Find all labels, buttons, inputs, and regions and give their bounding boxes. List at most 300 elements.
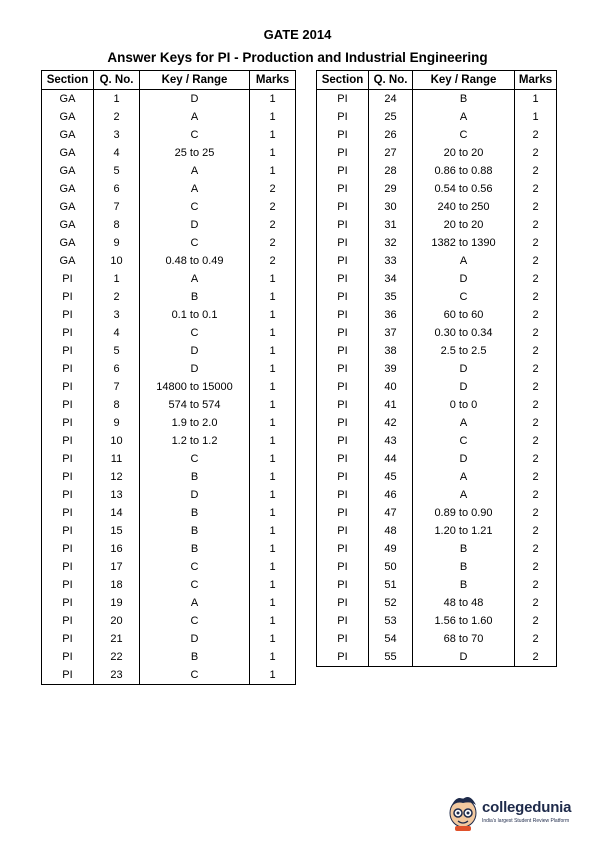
cell-section: GA <box>42 126 94 144</box>
cell-qno: 41 <box>369 396 413 414</box>
cell-qno: 9 <box>94 234 140 252</box>
table-row <box>317 414 557 432</box>
cell-marks: 1 <box>250 648 296 666</box>
cell-key: 14800 to 15000 <box>140 378 250 396</box>
table-row <box>42 432 296 450</box>
cell-marks: 1 <box>250 666 296 685</box>
column-header-qno: Q. No. <box>369 71 413 90</box>
cell-key: D <box>413 378 515 396</box>
table-row <box>317 234 557 252</box>
cell-section: PI <box>42 432 94 450</box>
cell-key: B <box>140 288 250 306</box>
cell-marks: 2 <box>515 342 557 360</box>
cell-marks: 2 <box>250 216 296 234</box>
cell-qno: 23 <box>94 666 140 685</box>
table-row <box>42 486 296 504</box>
cell-marks: 1 <box>250 486 296 504</box>
cell-qno: 29 <box>369 180 413 198</box>
table-row <box>317 630 557 648</box>
cell-qno: 2 <box>94 288 140 306</box>
cell-key: B <box>140 648 250 666</box>
cell-qno: 10 <box>94 252 140 270</box>
cell-qno: 19 <box>94 594 140 612</box>
cell-qno: 7 <box>94 378 140 396</box>
cell-qno: 15 <box>94 522 140 540</box>
table-row <box>42 306 296 324</box>
cell-marks: 2 <box>515 612 557 630</box>
mascot-icon <box>446 793 480 833</box>
cell-qno: 33 <box>369 252 413 270</box>
table-row <box>317 180 557 198</box>
table-row <box>42 522 296 540</box>
cell-marks: 1 <box>250 450 296 468</box>
table-row <box>42 144 296 162</box>
cell-qno: 18 <box>94 576 140 594</box>
table-row <box>42 90 296 109</box>
column-header-section: Section <box>317 71 369 90</box>
cell-qno: 39 <box>369 360 413 378</box>
cell-marks: 1 <box>250 144 296 162</box>
cell-marks: 1 <box>250 414 296 432</box>
cell-section: PI <box>42 378 94 396</box>
cell-section: PI <box>42 504 94 522</box>
cell-qno: 14 <box>94 504 140 522</box>
table-row <box>42 342 296 360</box>
cell-key: D <box>413 270 515 288</box>
cell-marks: 1 <box>250 324 296 342</box>
cell-section: PI <box>42 648 94 666</box>
cell-marks: 2 <box>515 252 557 270</box>
cell-qno: 50 <box>369 558 413 576</box>
cell-section: GA <box>42 234 94 252</box>
answer-key-table-left <box>41 70 296 685</box>
cell-key: C <box>140 666 250 685</box>
cell-marks: 1 <box>250 468 296 486</box>
table-row <box>42 180 296 198</box>
cell-section: PI <box>42 468 94 486</box>
cell-section: PI <box>42 306 94 324</box>
cell-key: 0 to 0 <box>413 396 515 414</box>
cell-section: GA <box>42 90 94 109</box>
cell-marks: 1 <box>250 360 296 378</box>
cell-section: PI <box>317 162 369 180</box>
cell-marks: 1 <box>250 504 296 522</box>
cell-qno: 35 <box>369 288 413 306</box>
column-header-qno: Q. No. <box>94 71 140 90</box>
cell-marks: 1 <box>250 396 296 414</box>
cell-key: C <box>140 234 250 252</box>
table-row <box>42 270 296 288</box>
cell-marks: 2 <box>515 306 557 324</box>
cell-section: PI <box>317 90 369 109</box>
cell-key: B <box>140 540 250 558</box>
cell-key: D <box>140 630 250 648</box>
cell-section: PI <box>317 630 369 648</box>
cell-qno: 32 <box>369 234 413 252</box>
cell-marks: 2 <box>515 396 557 414</box>
cell-key: D <box>140 342 250 360</box>
cell-key: D <box>140 360 250 378</box>
table-row <box>42 594 296 612</box>
cell-key: A <box>140 162 250 180</box>
cell-qno: 8 <box>94 216 140 234</box>
cell-marks: 1 <box>250 558 296 576</box>
cell-section: PI <box>317 450 369 468</box>
cell-marks: 2 <box>515 144 557 162</box>
cell-qno: 11 <box>94 450 140 468</box>
cell-key: 20 to 20 <box>413 144 515 162</box>
cell-qno: 5 <box>94 162 140 180</box>
cell-section: PI <box>317 648 369 667</box>
cell-section: GA <box>42 108 94 126</box>
table-row <box>317 612 557 630</box>
cell-qno: 37 <box>369 324 413 342</box>
cell-marks: 2 <box>250 234 296 252</box>
cell-key: C <box>413 126 515 144</box>
cell-key: 68 to 70 <box>413 630 515 648</box>
cell-key: 25 to 25 <box>140 144 250 162</box>
cell-section: PI <box>317 342 369 360</box>
table-header-row <box>42 71 296 90</box>
cell-section: PI <box>42 414 94 432</box>
table-row <box>42 216 296 234</box>
cell-key: 0.48 to 0.49 <box>140 252 250 270</box>
cell-section: PI <box>317 126 369 144</box>
table-row <box>42 648 296 666</box>
table-row <box>42 414 296 432</box>
cell-qno: 30 <box>369 198 413 216</box>
cell-key: C <box>413 288 515 306</box>
cell-key: B <box>413 90 515 109</box>
table-row <box>42 558 296 576</box>
cell-section: PI <box>317 504 369 522</box>
cell-qno: 12 <box>94 468 140 486</box>
table-row <box>42 504 296 522</box>
cell-key: 1.2 to 1.2 <box>140 432 250 450</box>
cell-marks: 2 <box>515 270 557 288</box>
cell-key: C <box>140 198 250 216</box>
cell-marks: 2 <box>250 252 296 270</box>
cell-section: PI <box>317 576 369 594</box>
cell-key: C <box>413 432 515 450</box>
cell-marks: 2 <box>515 558 557 576</box>
cell-key: A <box>140 180 250 198</box>
cell-qno: 17 <box>94 558 140 576</box>
cell-marks: 2 <box>250 198 296 216</box>
cell-section: PI <box>317 378 369 396</box>
cell-marks: 2 <box>515 450 557 468</box>
table-row <box>317 324 557 342</box>
cell-section: PI <box>42 396 94 414</box>
cell-section: PI <box>42 324 94 342</box>
cell-marks: 2 <box>515 378 557 396</box>
table-row <box>317 144 557 162</box>
cell-key: A <box>413 414 515 432</box>
cell-qno: 52 <box>369 594 413 612</box>
cell-qno: 36 <box>369 306 413 324</box>
table-row <box>317 522 557 540</box>
cell-qno: 3 <box>94 126 140 144</box>
cell-section: GA <box>42 144 94 162</box>
column-header-marks: Marks <box>515 71 557 90</box>
cell-key: C <box>140 558 250 576</box>
cell-marks: 2 <box>515 180 557 198</box>
cell-qno: 4 <box>94 144 140 162</box>
table-row <box>42 576 296 594</box>
cell-marks: 2 <box>515 576 557 594</box>
cell-key: A <box>140 270 250 288</box>
cell-section: PI <box>317 594 369 612</box>
cell-section: PI <box>317 486 369 504</box>
cell-qno: 9 <box>94 414 140 432</box>
cell-qno: 38 <box>369 342 413 360</box>
cell-qno: 5 <box>94 342 140 360</box>
cell-qno: 24 <box>369 90 413 109</box>
cell-marks: 1 <box>250 432 296 450</box>
cell-section: PI <box>317 540 369 558</box>
cell-section: PI <box>42 576 94 594</box>
cell-key: A <box>413 252 515 270</box>
table-row <box>317 126 557 144</box>
cell-qno: 26 <box>369 126 413 144</box>
cell-key: 1.20 to 1.21 <box>413 522 515 540</box>
cell-key: 48 to 48 <box>413 594 515 612</box>
cell-qno: 43 <box>369 432 413 450</box>
cell-marks: 2 <box>250 180 296 198</box>
cell-section: PI <box>42 594 94 612</box>
cell-section: PI <box>317 522 369 540</box>
cell-marks: 2 <box>515 648 557 667</box>
cell-marks: 2 <box>515 414 557 432</box>
cell-marks: 2 <box>515 324 557 342</box>
table-row <box>317 450 557 468</box>
cell-qno: 47 <box>369 504 413 522</box>
cell-marks: 1 <box>250 288 296 306</box>
table-row <box>317 270 557 288</box>
cell-qno: 42 <box>369 414 413 432</box>
cell-section: PI <box>317 144 369 162</box>
table-row <box>317 558 557 576</box>
cell-qno: 31 <box>369 216 413 234</box>
cell-section: GA <box>42 216 94 234</box>
cell-section: PI <box>317 180 369 198</box>
cell-section: PI <box>42 558 94 576</box>
cell-qno: 7 <box>94 198 140 216</box>
cell-marks: 2 <box>515 540 557 558</box>
table-row <box>317 342 557 360</box>
cell-marks: 2 <box>515 360 557 378</box>
cell-key: 1.9 to 2.0 <box>140 414 250 432</box>
cell-section: GA <box>42 162 94 180</box>
table-header-row <box>317 71 557 90</box>
cell-qno: 54 <box>369 630 413 648</box>
cell-key: B <box>413 576 515 594</box>
cell-section: PI <box>42 666 94 685</box>
cell-marks: 1 <box>250 576 296 594</box>
cell-key: 574 to 574 <box>140 396 250 414</box>
cell-key: 240 to 250 <box>413 198 515 216</box>
table-row <box>317 504 557 522</box>
cell-section: PI <box>42 288 94 306</box>
cell-marks: 1 <box>250 378 296 396</box>
cell-key: C <box>140 450 250 468</box>
cell-key: D <box>413 450 515 468</box>
table-row <box>317 252 557 270</box>
cell-key: D <box>140 90 250 109</box>
cell-section: PI <box>317 108 369 126</box>
cell-marks: 1 <box>250 612 296 630</box>
cell-section: PI <box>42 540 94 558</box>
cell-key: 0.54 to 0.56 <box>413 180 515 198</box>
cell-section: PI <box>317 396 369 414</box>
column-header-section: Section <box>42 71 94 90</box>
cell-key: C <box>140 612 250 630</box>
table-row <box>42 630 296 648</box>
table-row <box>317 288 557 306</box>
cell-marks: 2 <box>515 504 557 522</box>
cell-qno: 3 <box>94 306 140 324</box>
cell-marks: 1 <box>515 108 557 126</box>
cell-marks: 2 <box>515 432 557 450</box>
table-row <box>317 486 557 504</box>
column-header-key: Key / Range <box>413 71 515 90</box>
table-row <box>42 288 296 306</box>
cell-qno: 48 <box>369 522 413 540</box>
collegedunia-logo <box>446 793 586 833</box>
cell-qno: 6 <box>94 360 140 378</box>
cell-key: A <box>413 108 515 126</box>
cell-qno: 46 <box>369 486 413 504</box>
cell-section: PI <box>317 414 369 432</box>
cell-qno: 20 <box>94 612 140 630</box>
cell-section: PI <box>317 306 369 324</box>
cell-marks: 2 <box>515 162 557 180</box>
table-row <box>317 216 557 234</box>
table-row <box>42 162 296 180</box>
table-row <box>42 468 296 486</box>
cell-qno: 8 <box>94 396 140 414</box>
cell-marks: 2 <box>515 522 557 540</box>
table-row <box>317 306 557 324</box>
table-row <box>317 468 557 486</box>
cell-qno: 10 <box>94 432 140 450</box>
cell-section: PI <box>317 270 369 288</box>
cell-key: 1.56 to 1.60 <box>413 612 515 630</box>
table-row <box>42 378 296 396</box>
cell-qno: 2 <box>94 108 140 126</box>
cell-section: PI <box>317 360 369 378</box>
table-row <box>317 594 557 612</box>
cell-key: 0.86 to 0.88 <box>413 162 515 180</box>
cell-key: B <box>140 504 250 522</box>
cell-qno: 44 <box>369 450 413 468</box>
cell-marks: 1 <box>250 522 296 540</box>
cell-key: B <box>413 558 515 576</box>
logo-wordmark: collegedunia <box>482 799 572 816</box>
table-row <box>317 378 557 396</box>
cell-marks: 2 <box>515 198 557 216</box>
cell-qno: 28 <box>369 162 413 180</box>
table-row <box>317 108 557 126</box>
cell-key: B <box>140 468 250 486</box>
table-row <box>317 162 557 180</box>
cell-marks: 1 <box>250 306 296 324</box>
cell-key: 60 to 60 <box>413 306 515 324</box>
cell-section: PI <box>317 288 369 306</box>
cell-key: C <box>140 576 250 594</box>
cell-section: PI <box>42 270 94 288</box>
cell-section: GA <box>42 180 94 198</box>
table-row <box>42 360 296 378</box>
cell-key: D <box>413 360 515 378</box>
cell-marks: 2 <box>515 630 557 648</box>
cell-qno: 1 <box>94 90 140 109</box>
table-row <box>317 576 557 594</box>
table-row <box>42 108 296 126</box>
cell-section: PI <box>317 216 369 234</box>
cell-qno: 55 <box>369 648 413 667</box>
page-title: GATE 2014 <box>263 27 332 42</box>
cell-marks: 2 <box>515 486 557 504</box>
table-row <box>42 198 296 216</box>
table-row <box>42 126 296 144</box>
cell-key: A <box>413 468 515 486</box>
table-row <box>317 648 557 667</box>
cell-key: 0.30 to 0.34 <box>413 324 515 342</box>
cell-qno: 1 <box>94 270 140 288</box>
cell-section: PI <box>317 612 369 630</box>
cell-marks: 2 <box>515 126 557 144</box>
table-row <box>317 540 557 558</box>
cell-marks: 1 <box>250 162 296 180</box>
cell-section: PI <box>317 432 369 450</box>
table-row <box>317 432 557 450</box>
cell-marks: 1 <box>250 540 296 558</box>
cell-key: D <box>413 648 515 667</box>
cell-key: A <box>140 108 250 126</box>
cell-marks: 1 <box>250 270 296 288</box>
page-subtitle: Answer Keys for PI - Production and Industrial Engineering <box>107 50 488 65</box>
cell-marks: 1 <box>250 108 296 126</box>
table-row <box>317 360 557 378</box>
cell-section: PI <box>42 630 94 648</box>
cell-qno: 25 <box>369 108 413 126</box>
cell-marks: 1 <box>250 90 296 109</box>
table-row <box>42 612 296 630</box>
cell-marks: 2 <box>515 288 557 306</box>
table-row <box>42 450 296 468</box>
cell-qno: 53 <box>369 612 413 630</box>
cell-qno: 6 <box>94 180 140 198</box>
table-row <box>42 252 296 270</box>
cell-section: PI <box>317 198 369 216</box>
cell-qno: 21 <box>94 630 140 648</box>
cell-section: PI <box>317 558 369 576</box>
table-row <box>317 198 557 216</box>
cell-key: D <box>140 216 250 234</box>
cell-key: B <box>413 540 515 558</box>
cell-key: 0.89 to 0.90 <box>413 504 515 522</box>
cell-marks: 1 <box>250 594 296 612</box>
cell-key: B <box>140 522 250 540</box>
cell-marks: 1 <box>250 126 296 144</box>
cell-key: D <box>140 486 250 504</box>
cell-key: A <box>140 594 250 612</box>
cell-qno: 40 <box>369 378 413 396</box>
cell-section: PI <box>42 450 94 468</box>
cell-section: PI <box>42 522 94 540</box>
cell-qno: 16 <box>94 540 140 558</box>
